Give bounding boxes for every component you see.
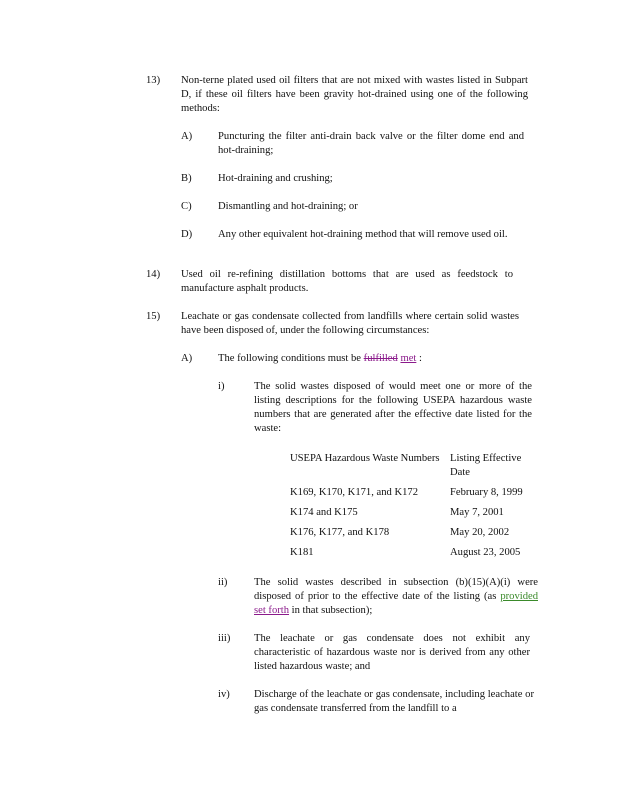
item-15Aiv-text: Discharge of the leachate or gas condensate, including leachate or gas condensate transferred from the landfill to a bbox=[254, 689, 534, 714]
table-cell-codes: K176, K177, and K178 bbox=[290, 527, 390, 538]
waste-listing-table bbox=[290, 452, 530, 560]
table-row bbox=[290, 506, 530, 526]
table-header-waste-numbers: USEPA Hazardous Waste Numbers bbox=[290, 453, 440, 464]
item-15Aii-text-after: in that subsection); bbox=[291, 605, 373, 616]
item-15Ai-number: i) bbox=[218, 381, 225, 392]
table-header-effective-date: Listing Effective Date bbox=[450, 453, 522, 478]
item-15A-text-after: : bbox=[419, 353, 422, 364]
struck-word-fulfilled: fulfilled bbox=[363, 353, 398, 364]
item-15Aiii-text: The leachate or gas condensate does not exhibit any characteristic of hazardous waste nor is derived from any other listed hazardous waste; and bbox=[254, 633, 530, 672]
table-cell-date: May 20, 2002 bbox=[450, 527, 510, 538]
table-cell-date: August 23, 2005 bbox=[450, 547, 521, 558]
item-13-number: 13) bbox=[146, 75, 161, 86]
item-14-number: 14) bbox=[146, 269, 161, 280]
item-15Aiv-number: iv) bbox=[218, 689, 230, 700]
item-15-number: 15) bbox=[146, 311, 161, 322]
item-15Aii-text-before: The solid wastes described in subsection (b)(15)(A)(i) were disposed of prior to the effective date of the listing (as bbox=[254, 577, 538, 602]
item-13C-number: C) bbox=[181, 201, 192, 212]
item-15A-text-before: The following conditions must be bbox=[218, 353, 362, 364]
struck-word-provided: provided bbox=[500, 591, 538, 602]
table-row bbox=[290, 526, 530, 546]
item-15A-text bbox=[218, 352, 518, 366]
table-cell-date: February 8, 1999 bbox=[450, 487, 523, 498]
item-13-text: Non-terne plated used oil filters that are not mixed with wastes listed in Subpart D, if these oil filters have been gravity hot-drained using one of the following methods: bbox=[181, 75, 528, 114]
table-cell-codes: K169, K170, K171, and K172 bbox=[290, 487, 418, 498]
item-15-text: Leachate or gas condensate collected from landfills where certain solid wastes have been disposed of, under the following circumstances: bbox=[181, 311, 519, 336]
item-15A-number: A) bbox=[181, 353, 193, 364]
inserted-words-set-forth: set forth bbox=[254, 605, 290, 616]
item-15Aii-text bbox=[254, 576, 538, 618]
item-13D-number: D) bbox=[181, 229, 193, 240]
item-13D-text: Any other equivalent hot-draining method that will remove used oil. bbox=[218, 229, 508, 240]
inserted-word-met: met bbox=[400, 353, 417, 364]
table-cell-codes: K174 and K175 bbox=[290, 507, 358, 518]
item-13B-text: Hot-draining and crushing; bbox=[218, 173, 333, 184]
item-13B-number: B) bbox=[181, 173, 192, 184]
table-row bbox=[290, 546, 530, 560]
table-header-row bbox=[290, 452, 530, 486]
table-row bbox=[290, 486, 530, 506]
item-15Aii-number: ii) bbox=[218, 577, 228, 588]
table-cell-date: May 7, 2001 bbox=[450, 507, 504, 518]
item-13A-number: A) bbox=[181, 131, 193, 142]
item-13A-text: Puncturing the filter anti-drain back valve or the filter dome end and hot-draining; bbox=[218, 131, 524, 156]
item-15Ai-text: The solid wastes disposed of would meet one or more of the listing descriptions for the following USEPA hazardous waste numbers that are generated after the effective date listed for the waste: bbox=[254, 381, 532, 434]
item-14-text: Used oil re-refining distillation bottoms that are used as feedstock to manufacture asphalt products. bbox=[181, 269, 513, 294]
item-13C-text: Dismantling and hot-draining; or bbox=[218, 201, 358, 212]
item-15Aiii-number: iii) bbox=[218, 633, 231, 644]
table-cell-codes: K181 bbox=[290, 547, 314, 558]
